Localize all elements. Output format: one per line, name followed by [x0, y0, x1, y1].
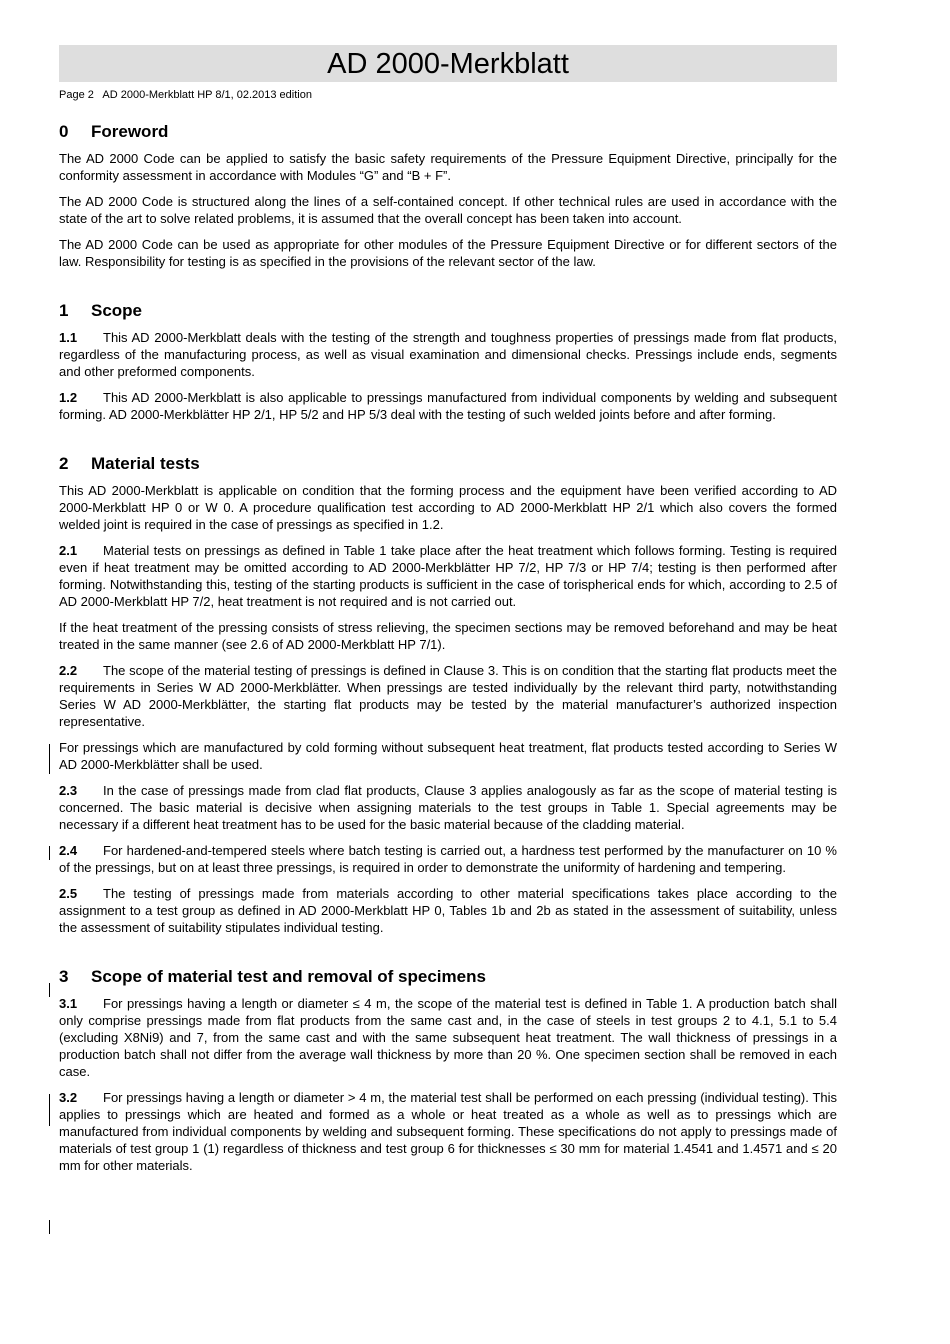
- clause-3-1: 3.1 For pressings having a length or diameter ≤ 4 m, the scope of the material test is defined in Table 1. A production batch shall only comprise pressings made from flat products from the same cast and, in the case of steels in test groups 2 to 4.1, 5.1 to 5.4 (excluding X8Ni9) and 7, from the same cast and with the same subsequent heat treatment. The wall thickness of pressings in a production batch shall not differ from the average wall thickness by more than 20 %. One specimen section shall be removed in each case.: [59, 996, 837, 1079]
- paragraph: The AD 2000 Code is structured along the lines of a self-contained concept. If other technical rules are used in accordance with the state of the art to solve related problems, it is assumed that the overall concept has been taken into account.: [59, 194, 837, 226]
- clause-2-3: 2.3 In the case of pressings made from clad flat products, Clause 3 applies analogously as far as the scope of material testing is concerned. The basic material is decisive when assigning materials to the test groups in Table 1. Special agreements may be necessary if a different heat treatment has to be used for the basic material because of the cladding material.: [59, 783, 837, 832]
- clause-3-2: 3.2 For pressings having a length or diameter > 4 m, the material test shall be performed on each pressing (individual testing). This applies to pressings which are heated and formed as a whole or heat treated as a whole as well as to pressings which are manufactured from individual components by welding and subsequent forming. These specifications do not apply to pressings made of materials of test group 1 (1) regardless of thickness and test group 6 for thicknesses ≤ 30 mm for material 1.4541 and 1.4571 and ≤ 20 mm for other materials.: [59, 1090, 837, 1173]
- paragraph: The AD 2000 Code can be used as appropriate for other modules of the Pressure Equipment Directive or for different sectors of the law. Responsibility for testing is as specified in the provisions of the relevant sector of the law.: [59, 237, 837, 269]
- paragraph: The AD 2000 Code can be applied to satisfy the basic safety requirements of the Pressure Equipment Directive, principally for the conformity assessment in accordance with Modules “G” and “B + F”.: [59, 151, 837, 183]
- section-heading-scope-of-material-test: 3 Scope of material test and removal of specimens: [59, 967, 486, 986]
- clause-2-4: 2.4 For hardened-and-tempered steels where batch testing is carried out, a hardness test performed by the manufacturer on 10 % of the pressings, but on at least three pressings, is required in order to demonstrate the uniformity of hardening and tempering.: [59, 843, 837, 875]
- change-bar: [49, 744, 50, 774]
- clause-2-2: 2.2 The scope of the material testing of pressings is defined in Clause 3. This is on condition that the starting flat products meet the requirements in Series W AD 2000-Merkblätter. When pressings are tested individually by the relevant third party, notwithstanding Series W AD 2000-Merkblätter, the starting flat products may be tested by the material manufacturer’s authorized inspection representative.: [59, 663, 837, 729]
- clause-2-5: 2.5 The testing of pressings made from materials according to other material specifications takes place according to the assignment to a test group as defined in AD 2000-Merkblatt HP 0, Tables 1b and 2b as stated in the assessment of suitability, unless the assessment of suitability stipulates individual testing.: [59, 886, 837, 935]
- clause-1-1: 1.1 This AD 2000-Merkblatt deals with the testing of the strength and toughness properties of pressings made from flat products, regardless of the manufacturing process, as well as visual examination and dimensional checks. Pressings include ends, segments and other preformed components.: [59, 330, 837, 379]
- paragraph: For pressings which are manufactured by cold forming without subsequent heat treatment, flat products tested according to Series W AD 2000-Merkblätter shall be used.: [59, 740, 837, 772]
- clause-2-1: 2.1 Material tests on pressings as defined in Table 1 take place after the heat treatment which follows forming. Testing is required even if heat treatment may be omitted according to AD 2000-Merkblätter HP 7/2, HP 7/3 or HP 7/4; testing is then performed after forming. Notwithstanding this, testing of the starting products is sufficient in the case of torispherical ends for which, according to 2.5 of AD 2000-Merkblatt HP 7/2, heat treatment is not required and is not carried out.: [59, 543, 837, 609]
- document-body: [59, 121, 837, 1174]
- change-bar: [49, 846, 50, 860]
- change-bar: [49, 1094, 50, 1126]
- clause-1-2: 1.2 This AD 2000-Merkblatt is also applicable to pressings manufactured from individual components by welding and subsequent forming. AD 2000-Merkblätter HP 2/1, HP 5/2 and HP 5/3 deal with the testing of such welded joints before and after forming.: [59, 390, 837, 422]
- change-bar: [49, 1220, 50, 1234]
- section-heading-scope: 1 Scope: [59, 301, 143, 320]
- page-info: Page 2 AD 2000-Merkblatt HP 8/1, 02.2013 edition: [59, 89, 312, 101]
- change-bar: [49, 983, 50, 997]
- section-heading-material-tests: 2 Material tests: [59, 454, 200, 473]
- document-title: AD 2000-Merkblatt: [327, 48, 569, 80]
- document-title-bar: [59, 45, 837, 82]
- paragraph: If the heat treatment of the pressing consists of stress relieving, the specimen sections may be removed beforehand and may be heat treated in the same manner (see 2.6 of AD 2000-Merkblatt HP 7/1).: [59, 620, 837, 652]
- paragraph: This AD 2000-Merkblatt is applicable on condition that the forming process and the equipment have been verified according to AD 2000-Merkblatt HP 0 or W 0. A procedure qualification test according to AD 2000-Merkblatt HP 2/1 which also covers the formed welded joint is required in the case of pressings as specified in 1.2.: [59, 483, 837, 532]
- section-heading-foreword: 0 Foreword: [59, 122, 169, 141]
